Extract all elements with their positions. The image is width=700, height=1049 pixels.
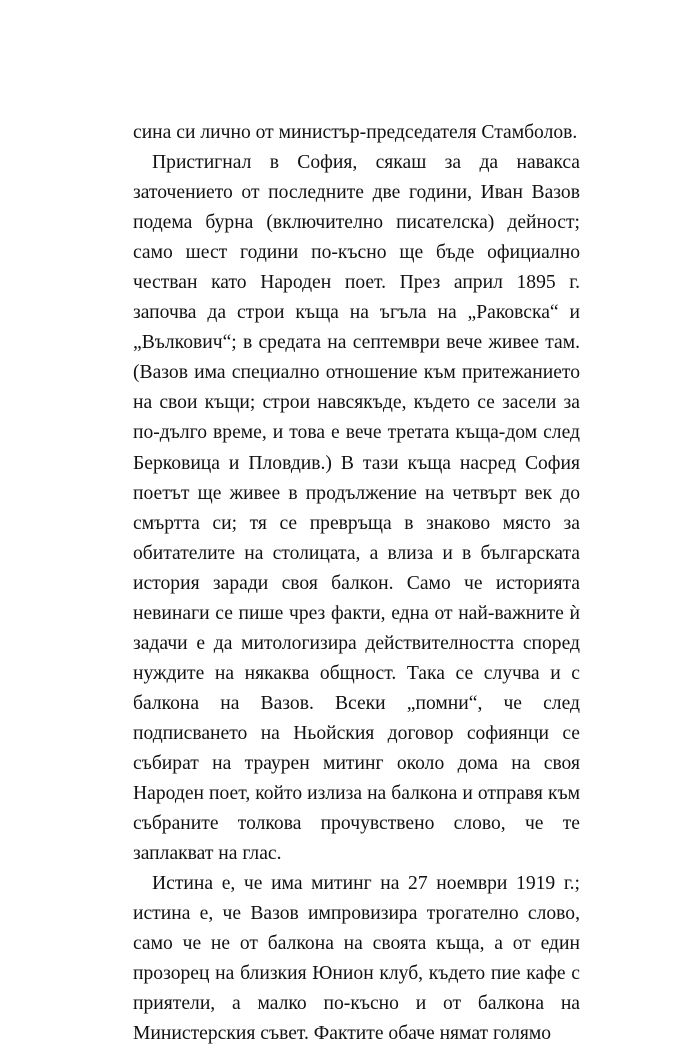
body-text: [133, 118, 580, 1049]
text-line: на свои къщи; строи навсякъде, където се засели за: [133, 392, 580, 414]
text-line: задачи е да митологизира действителността според: [133, 632, 580, 654]
text-line: Министерския съвет. Фактите обаче нямат голямо: [133, 1023, 552, 1045]
text-line: Народен поет, който излиза на балкона и отправя към: [133, 783, 580, 805]
text-line: смъртта си; тя се превръща в знаково място за: [133, 512, 580, 534]
text-line: (Вазов има специално отношение към притежанието: [133, 362, 580, 384]
text-line: Пристигнал в София, сякаш за да навакса: [152, 152, 580, 174]
text-line: история заради своя балкон. Само че историята: [133, 572, 580, 594]
text-line: сина си лично от министър-председателя Стамболов.: [133, 122, 578, 143]
text-line: по-дълго време, и това е вече третата къща-дом след: [133, 422, 580, 444]
text-line: заточението от последните две години, Иван Вазов: [133, 182, 580, 204]
paragraph: [133, 869, 580, 1049]
text-line: обитателите на столицата, а влиза и в българската: [133, 542, 580, 564]
text-line: Берковица и Пловдив.) В тази къща насред София: [133, 452, 580, 474]
text-line: подема бурна (включително писателска) дейност;: [133, 212, 580, 234]
text-line: събират на траурен митинг около дома на своя: [133, 752, 580, 774]
text-line: приятели, а малко по-късно и от балкона на: [133, 993, 580, 1015]
text-line: балкона на Вазов. Всеки „помни“, че след: [133, 692, 580, 714]
text-line: „Вълкович“; в средата на септември вече живее там.: [133, 332, 580, 354]
text-line: само че не от балкона на своята къща, а от един: [133, 933, 580, 955]
text-line: само шест години по-късно ще бъде официално: [133, 242, 580, 264]
paragraph: [133, 118, 580, 148]
paragraph: [133, 148, 580, 869]
text-line: истина е, че Вазов импровизира трогателно слово,: [133, 903, 580, 925]
text-line: поетът ще живее в продължение на четвърт век до: [133, 482, 580, 504]
text-line: прозорец на близкия Юнион клуб, където пие кафе с: [133, 963, 580, 985]
text-line: започва да строи къща на ъгъла на „Раковска“ и: [133, 302, 580, 324]
text-line: невинаги се пише чрез факти, една от най-важните ѝ: [133, 602, 580, 624]
text-line: Истина е, че има митинг на 27 ноември 1919 г.;: [152, 873, 580, 895]
text-line: събраните толкова прочувствено слово, че те: [133, 813, 580, 835]
text-line: подписването на Ньойския договор софиянци се: [133, 722, 580, 744]
text-line: заплакват на глас.: [133, 843, 282, 865]
text-line: нуждите на някаква общност. Така се случва и с: [133, 662, 580, 684]
text-line: честван като Народен поет. През април 1895 г.: [133, 272, 580, 294]
